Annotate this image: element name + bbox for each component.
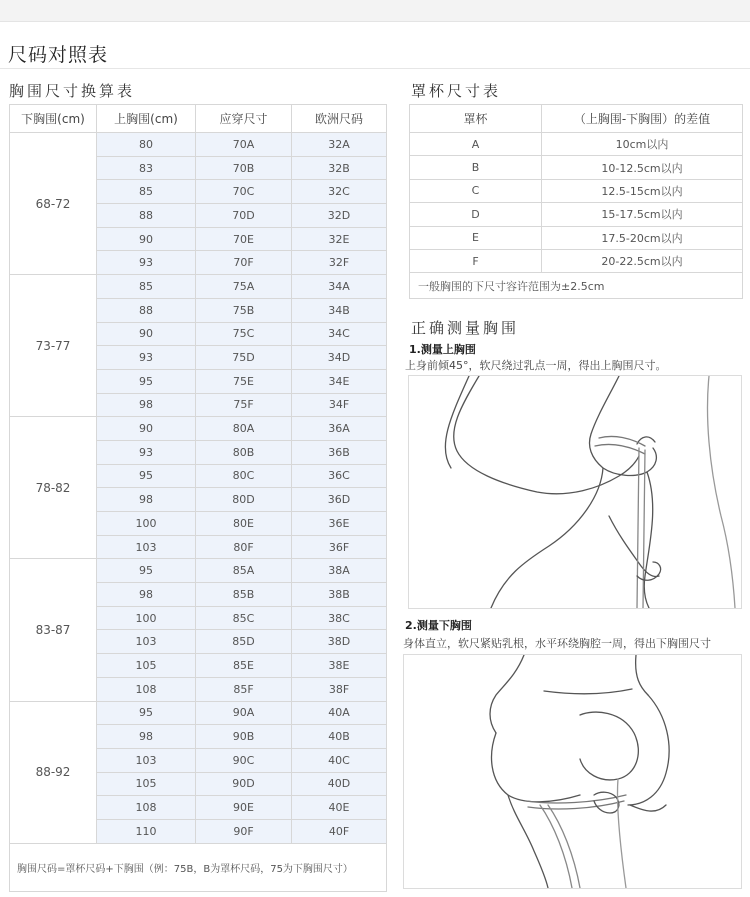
- underbust-range-cell: 83-87: [10, 559, 97, 701]
- eu-size-cell: 40F: [292, 819, 387, 843]
- step1-description: 上身前倾45°，软尺绕过乳点一周，得出上胸围尺寸。: [405, 359, 667, 372]
- overbust-cell: 110: [97, 819, 196, 843]
- recommended-size-cell: 70A: [196, 133, 292, 157]
- cup-letter-cell: E: [410, 226, 542, 249]
- measure-title: 正确测量胸围: [411, 319, 520, 337]
- cup-difference-cell: 17.5-20cm以内: [542, 226, 743, 249]
- overbust-cell: 95: [97, 369, 196, 393]
- cup-body: [410, 133, 743, 299]
- eu-size-cell: 32B: [292, 156, 387, 180]
- step1-title: 1.测量上胸围: [409, 343, 476, 356]
- underbust-measure-illustration: [403, 654, 742, 889]
- header-difference: （上胸围-下胸围）的差值: [542, 105, 743, 133]
- overbust-cell: 83: [97, 156, 196, 180]
- recommended-size-cell: 90E: [196, 796, 292, 820]
- eu-size-cell: 32A: [292, 133, 387, 157]
- eu-size-cell: 36A: [292, 417, 387, 441]
- overbust-cell: 105: [97, 772, 196, 796]
- recommended-size-cell: 90A: [196, 701, 292, 725]
- recommended-size-cell: 85B: [196, 583, 292, 607]
- eu-size-cell: 34E: [292, 369, 387, 393]
- eu-size-cell: 38E: [292, 654, 387, 678]
- recommended-size-cell: 75C: [196, 322, 292, 346]
- cup-difference-cell: 15-17.5cm以内: [542, 203, 743, 226]
- overbust-cell: 98: [97, 725, 196, 749]
- recommended-size-cell: 75E: [196, 369, 292, 393]
- overbust-cell: 90: [97, 322, 196, 346]
- recommended-size-cell: 70C: [196, 180, 292, 204]
- cup-difference-cell: 10cm以内: [542, 133, 743, 156]
- conversion-note: 胸围尺码=罩杯尺码+下胸围（例：75B，B为罩杯尺码，75为下胸围尺寸）: [10, 843, 387, 891]
- cup-difference-cell: 10-12.5cm以内: [542, 156, 743, 179]
- recommended-size-cell: 75B: [196, 298, 292, 322]
- recommended-size-cell: 80F: [196, 535, 292, 559]
- table-row: [410, 273, 743, 299]
- eu-size-cell: 38D: [292, 630, 387, 654]
- eu-size-cell: 34A: [292, 275, 387, 299]
- cup-table-title: 罩杯尺寸表: [411, 82, 502, 100]
- header-eu-size: 欧洲尺码: [292, 105, 387, 133]
- eu-size-cell: 38F: [292, 677, 387, 701]
- recommended-size-cell: 85E: [196, 654, 292, 678]
- table-row: [410, 203, 743, 226]
- recommended-size-cell: 85C: [196, 606, 292, 630]
- recommended-size-cell: 85A: [196, 559, 292, 583]
- cup-difference-cell: 20-22.5cm以内: [542, 249, 743, 272]
- header-overbust: 上胸围(cm): [97, 105, 196, 133]
- header-cup: 罩杯: [410, 105, 542, 133]
- eu-size-cell: 32D: [292, 204, 387, 228]
- conversion-table-title: 胸围尺寸换算表: [9, 82, 136, 100]
- overbust-cell: 90: [97, 227, 196, 251]
- overbust-cell: 105: [97, 654, 196, 678]
- eu-size-cell: 36E: [292, 512, 387, 536]
- overbust-cell: 108: [97, 796, 196, 820]
- eu-size-cell: 40D: [292, 772, 387, 796]
- overbust-measure-illustration: [408, 375, 742, 609]
- cup-header-row: [410, 105, 743, 133]
- eu-size-cell: 40C: [292, 748, 387, 772]
- overbust-cell: 88: [97, 298, 196, 322]
- cup-difference-cell: 12.5-15cm以内: [542, 179, 743, 202]
- overbust-cell: 95: [97, 559, 196, 583]
- eu-size-cell: 34B: [292, 298, 387, 322]
- cup-letter-cell: C: [410, 179, 542, 202]
- recommended-size-cell: 75A: [196, 275, 292, 299]
- eu-size-cell: 36D: [292, 488, 387, 512]
- overbust-cell: 95: [97, 464, 196, 488]
- eu-size-cell: 32F: [292, 251, 387, 275]
- recommended-size-cell: 70D: [196, 204, 292, 228]
- table-row: [410, 226, 743, 249]
- recommended-size-cell: 70B: [196, 156, 292, 180]
- underbust-range-cell: 78-82: [10, 417, 97, 559]
- page-title: 尺码对照表: [8, 44, 109, 66]
- recommended-size-cell: 75D: [196, 346, 292, 370]
- recommended-size-cell: 80D: [196, 488, 292, 512]
- eu-size-cell: 34F: [292, 393, 387, 417]
- eu-size-cell: 34D: [292, 346, 387, 370]
- recommended-size-cell: 75F: [196, 393, 292, 417]
- cup-letter-cell: D: [410, 203, 542, 226]
- cup-letter-cell: A: [410, 133, 542, 156]
- table-row: [10, 275, 387, 299]
- recommended-size-cell: 90B: [196, 725, 292, 749]
- eu-size-cell: 36B: [292, 440, 387, 464]
- table-row: [10, 701, 387, 725]
- eu-size-cell: 40E: [292, 796, 387, 820]
- table-row: [410, 179, 743, 202]
- eu-size-cell: 34C: [292, 322, 387, 346]
- recommended-size-cell: 70E: [196, 227, 292, 251]
- recommended-size-cell: 85D: [196, 630, 292, 654]
- overbust-cell: 100: [97, 512, 196, 536]
- eu-size-cell: 38B: [292, 583, 387, 607]
- overbust-cell: 80: [97, 133, 196, 157]
- overbust-cell: 85: [97, 275, 196, 299]
- eu-size-cell: 38C: [292, 606, 387, 630]
- underbust-range-cell: 68-72: [10, 133, 97, 275]
- eu-size-cell: 36F: [292, 535, 387, 559]
- eu-size-cell: 40A: [292, 701, 387, 725]
- overbust-cell: 85: [97, 180, 196, 204]
- cup-letter-cell: F: [410, 249, 542, 272]
- cup-letter-cell: B: [410, 156, 542, 179]
- conversion-body: [10, 133, 387, 892]
- recommended-size-cell: 90F: [196, 819, 292, 843]
- underbust-range-cell: 88-92: [10, 701, 97, 843]
- bra-size-conversion-table: [9, 104, 387, 892]
- recommended-size-cell: 80A: [196, 417, 292, 441]
- top-band: [0, 0, 750, 22]
- eu-size-cell: 32E: [292, 227, 387, 251]
- overbust-cell: 93: [97, 440, 196, 464]
- underbust-range-cell: 73-77: [10, 275, 97, 417]
- table-row: [10, 133, 387, 157]
- table-row: [410, 156, 743, 179]
- table-row: [10, 559, 387, 583]
- eu-size-cell: 36C: [292, 464, 387, 488]
- recommended-size-cell: 85F: [196, 677, 292, 701]
- cup-note: 一般胸围的下尺寸容许范围为±2.5cm: [410, 273, 743, 299]
- eu-size-cell: 32C: [292, 180, 387, 204]
- recommended-size-cell: 80E: [196, 512, 292, 536]
- overbust-cell: 100: [97, 606, 196, 630]
- cup-size-table: [409, 104, 743, 299]
- recommended-size-cell: 90C: [196, 748, 292, 772]
- table-row: [10, 843, 387, 891]
- overbust-cell: 88: [97, 204, 196, 228]
- recommended-size-cell: 80C: [196, 464, 292, 488]
- overbust-cell: 93: [97, 251, 196, 275]
- overbust-cell: 103: [97, 630, 196, 654]
- overbust-cell: 103: [97, 535, 196, 559]
- overbust-cell: 108: [97, 677, 196, 701]
- overbust-cell: 98: [97, 488, 196, 512]
- recommended-size-cell: 70F: [196, 251, 292, 275]
- conversion-header-row: [10, 105, 387, 133]
- step2-title: 2.测量下胸围: [405, 619, 472, 632]
- recommended-size-cell: 90D: [196, 772, 292, 796]
- table-row: [410, 249, 743, 272]
- table-row: [410, 133, 743, 156]
- eu-size-cell: 38A: [292, 559, 387, 583]
- overbust-cell: 98: [97, 393, 196, 417]
- eu-size-cell: 40B: [292, 725, 387, 749]
- overbust-cell: 95: [97, 701, 196, 725]
- overbust-cell: 103: [97, 748, 196, 772]
- overbust-cell: 98: [97, 583, 196, 607]
- title-divider: [0, 68, 750, 69]
- step2-description: 身体直立，软尺紧贴乳根，水平环绕胸腔一周，得出下胸围尺寸: [403, 637, 711, 650]
- overbust-cell: 90: [97, 417, 196, 441]
- header-recommended-size: 应穿尺寸: [196, 105, 292, 133]
- header-underbust: 下胸围(cm): [10, 105, 97, 133]
- table-row: [10, 417, 387, 441]
- overbust-cell: 93: [97, 346, 196, 370]
- recommended-size-cell: 80B: [196, 440, 292, 464]
